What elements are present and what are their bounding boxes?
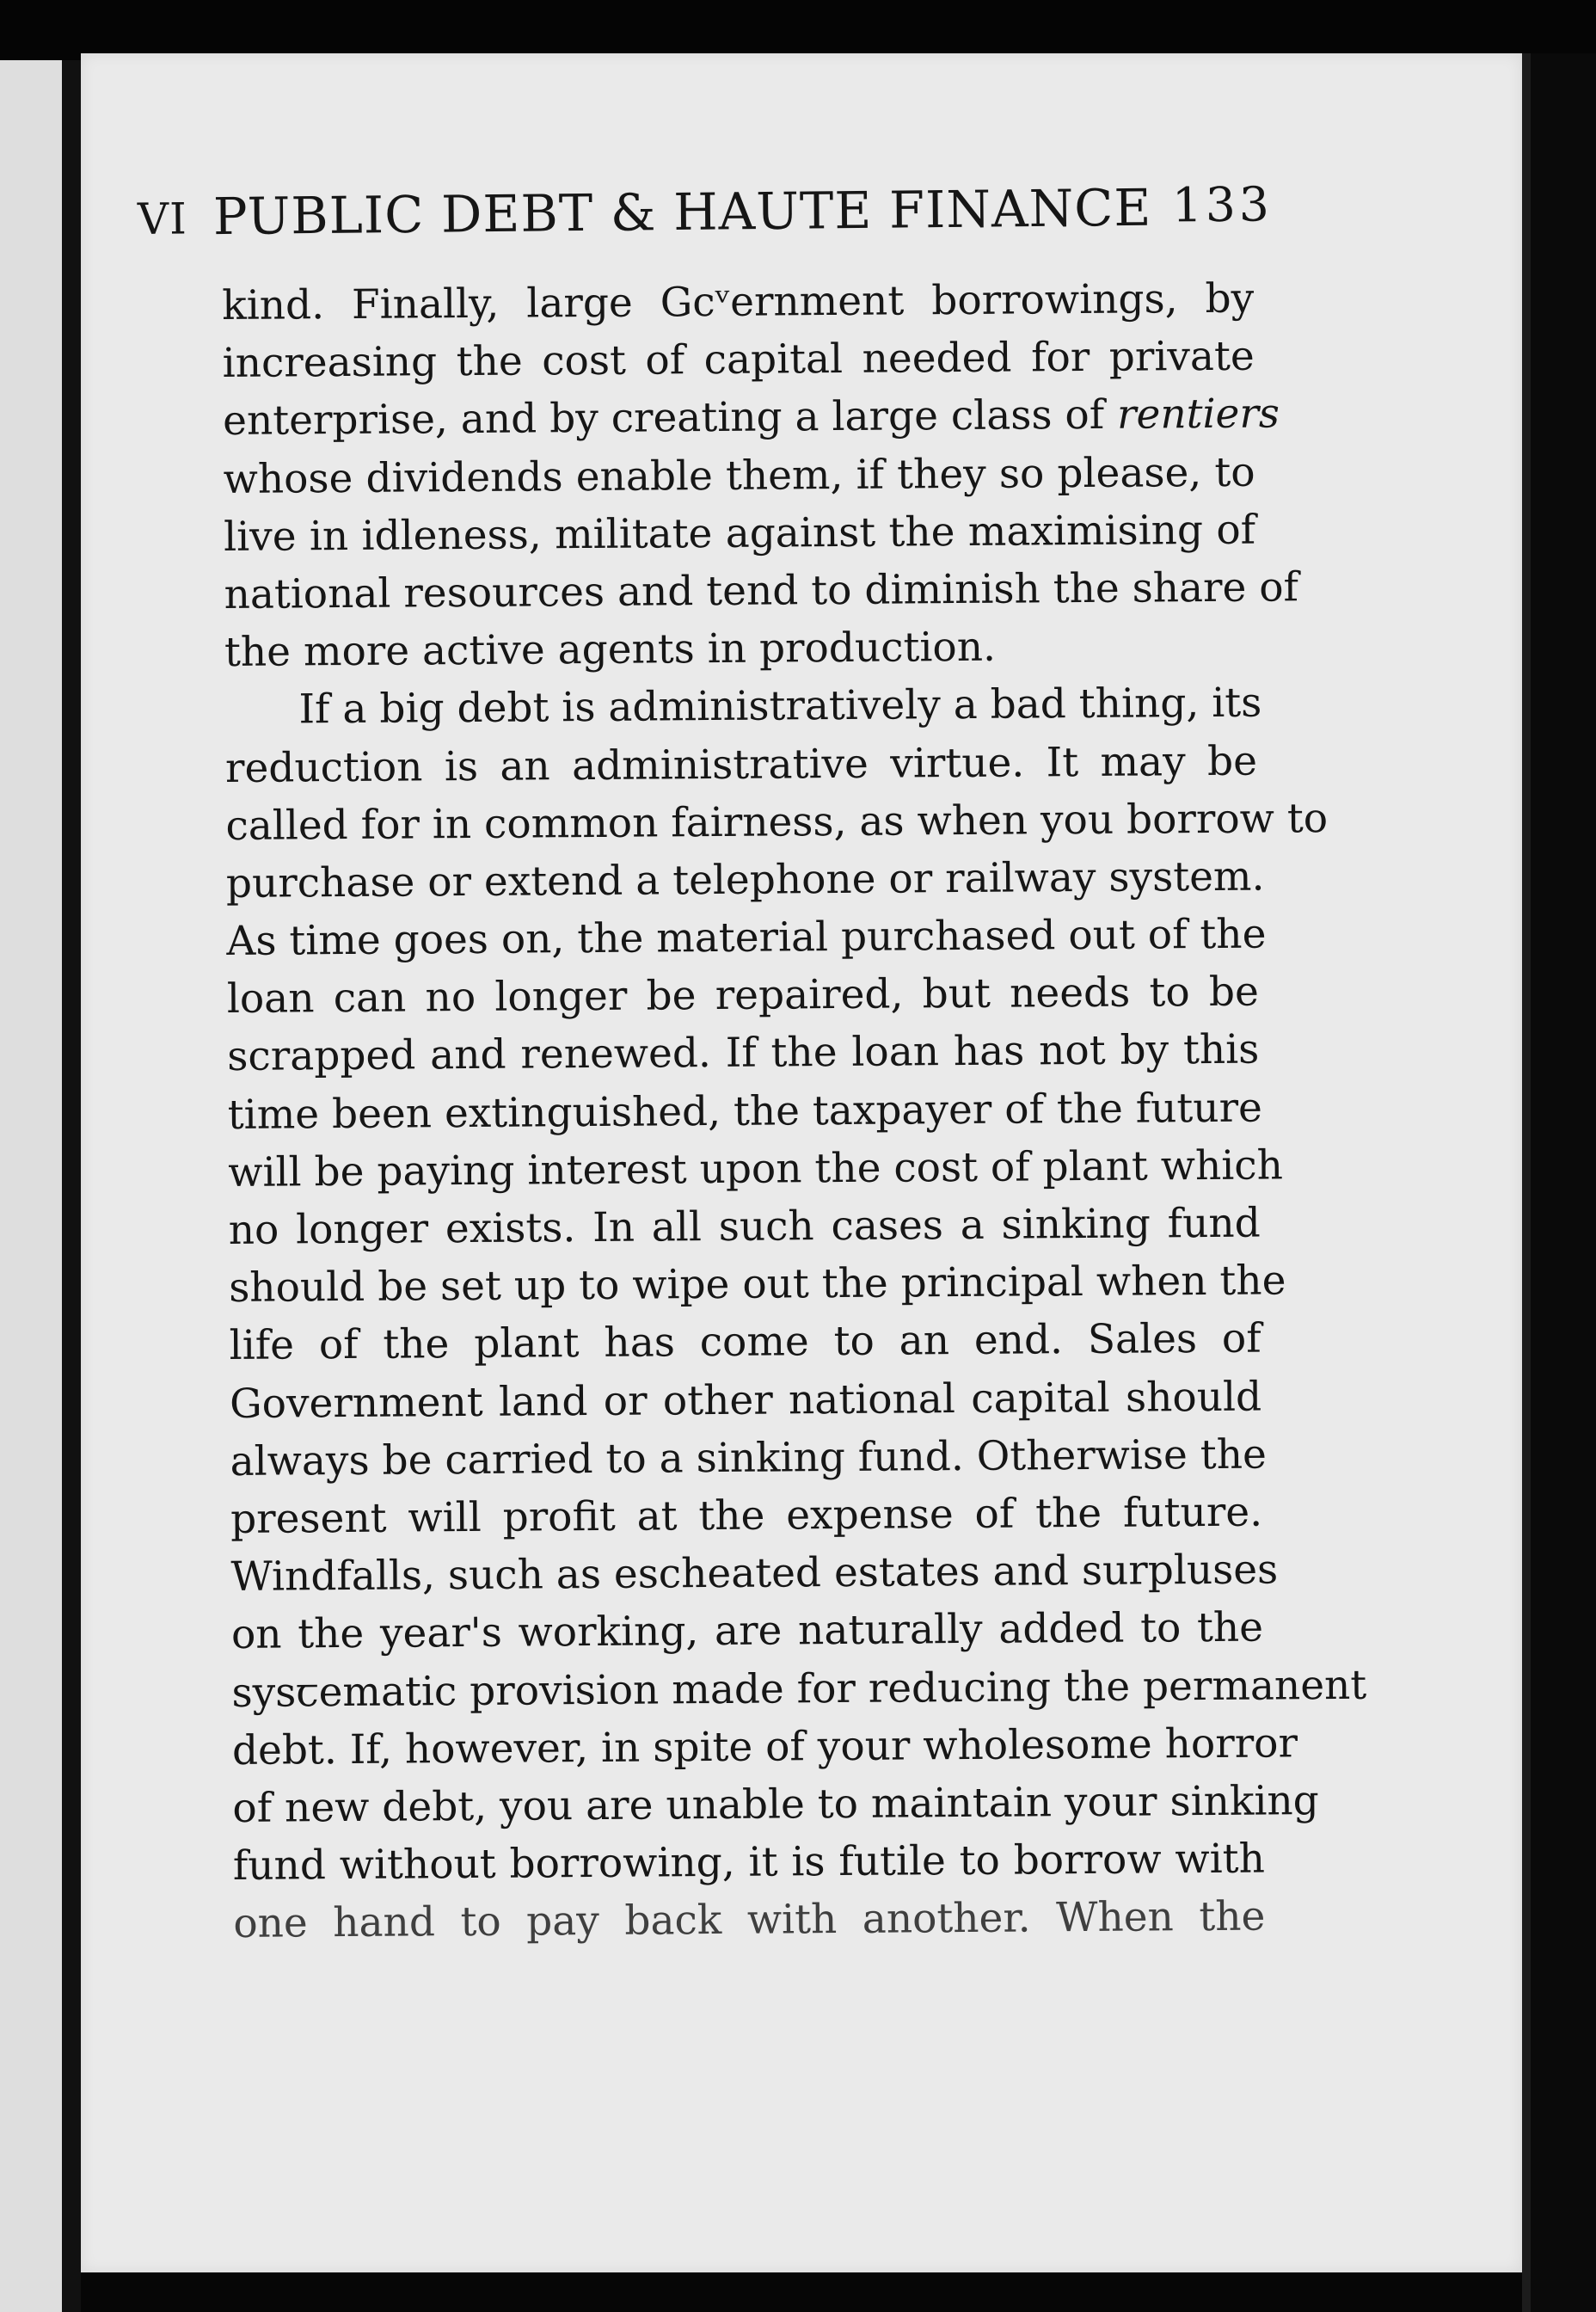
- text-line: one hand to pay back with another. When the: [233, 1892, 1266, 1948]
- text-line: no longer exists. In all such cases a sinking fund: [228, 1199, 1261, 1254]
- text-line: on the year's working, are naturally added to the: [230, 1603, 1264, 1659]
- text-line: increasing the cost of capital needed for private: [222, 332, 1255, 388]
- text-line: present will profit at the expense of the future.: [230, 1488, 1263, 1543]
- text-line: called for in common fairness, as when you borrow to: [225, 794, 1329, 850]
- text-line-part: enterprise, and by creating a large class of: [222, 391, 1105, 446]
- text-line: will be paying interest upon the cost of plant which: [228, 1141, 1284, 1196]
- text-line: life of the plant has come to an end. Sales of: [229, 1314, 1261, 1370]
- text-line: purchase or extend a telephone or railway system.: [225, 852, 1265, 907]
- text-line: As time goes on, the material purchased out of the: [226, 910, 1267, 966]
- text-line: of new debt, you are unable to maintain your sinking: [232, 1777, 1319, 1832]
- text-line: Government land or other national capital should: [229, 1373, 1262, 1428]
- book-binding-gutter: [62, 60, 81, 2312]
- text-line: scrapped and renewed. If the loan has not by this: [227, 1026, 1260, 1081]
- running-header: [138, 176, 1274, 256]
- chapter-number: VI: [137, 194, 188, 244]
- previous-page-edge: [0, 60, 62, 2312]
- text-line: fund without borrowing, it is futile to borrow with: [232, 1835, 1266, 1891]
- text-line: debt. If, however, in spite of your wholesome horror: [231, 1719, 1298, 1774]
- text-line: should be set up to wipe out the principal when the: [229, 1257, 1286, 1313]
- scan-right-border: [1522, 53, 1596, 2312]
- running-title: PUBLIC DEBT & HAUTE FINANCE: [212, 177, 1152, 247]
- text-line: always be carried to a sinking fund. Otherwise the: [230, 1430, 1267, 1485]
- text-line: national resources and tend to diminish the share of: [224, 563, 1299, 618]
- text-line: whose dividends enable them, if they so please, to: [223, 448, 1255, 503]
- body-text: [222, 270, 1367, 1953]
- scan-bottom-border: [81, 2272, 1522, 2312]
- scan-top-border: [0, 0, 1596, 60]
- text-line: If a big debt is administratively a bad thing, its: [298, 679, 1262, 734]
- text-line: [222, 385, 1280, 451]
- italic-word: rentiers: [1116, 390, 1280, 440]
- text-line: reduction is an administrative virtue. It may be: [224, 737, 1258, 792]
- text-line: time been extinguished, the taxpayer of the future: [227, 1084, 1263, 1139]
- text-line: live in idleness, militate against the maximising of: [223, 506, 1256, 561]
- text-line: kind. Finally, large Gcᵛernment borrowings, by: [222, 274, 1255, 329]
- text-line: Windfalls, such as escheated estates and surpluses: [230, 1546, 1279, 1602]
- text-line: the more active agents in production.: [224, 623, 997, 677]
- text-line: loan can no longer be repaired, but needs to be: [226, 968, 1260, 1024]
- text-line: sysꞇematic provision made for reducing the permanent: [231, 1661, 1367, 1717]
- page-number: 133: [1171, 176, 1274, 233]
